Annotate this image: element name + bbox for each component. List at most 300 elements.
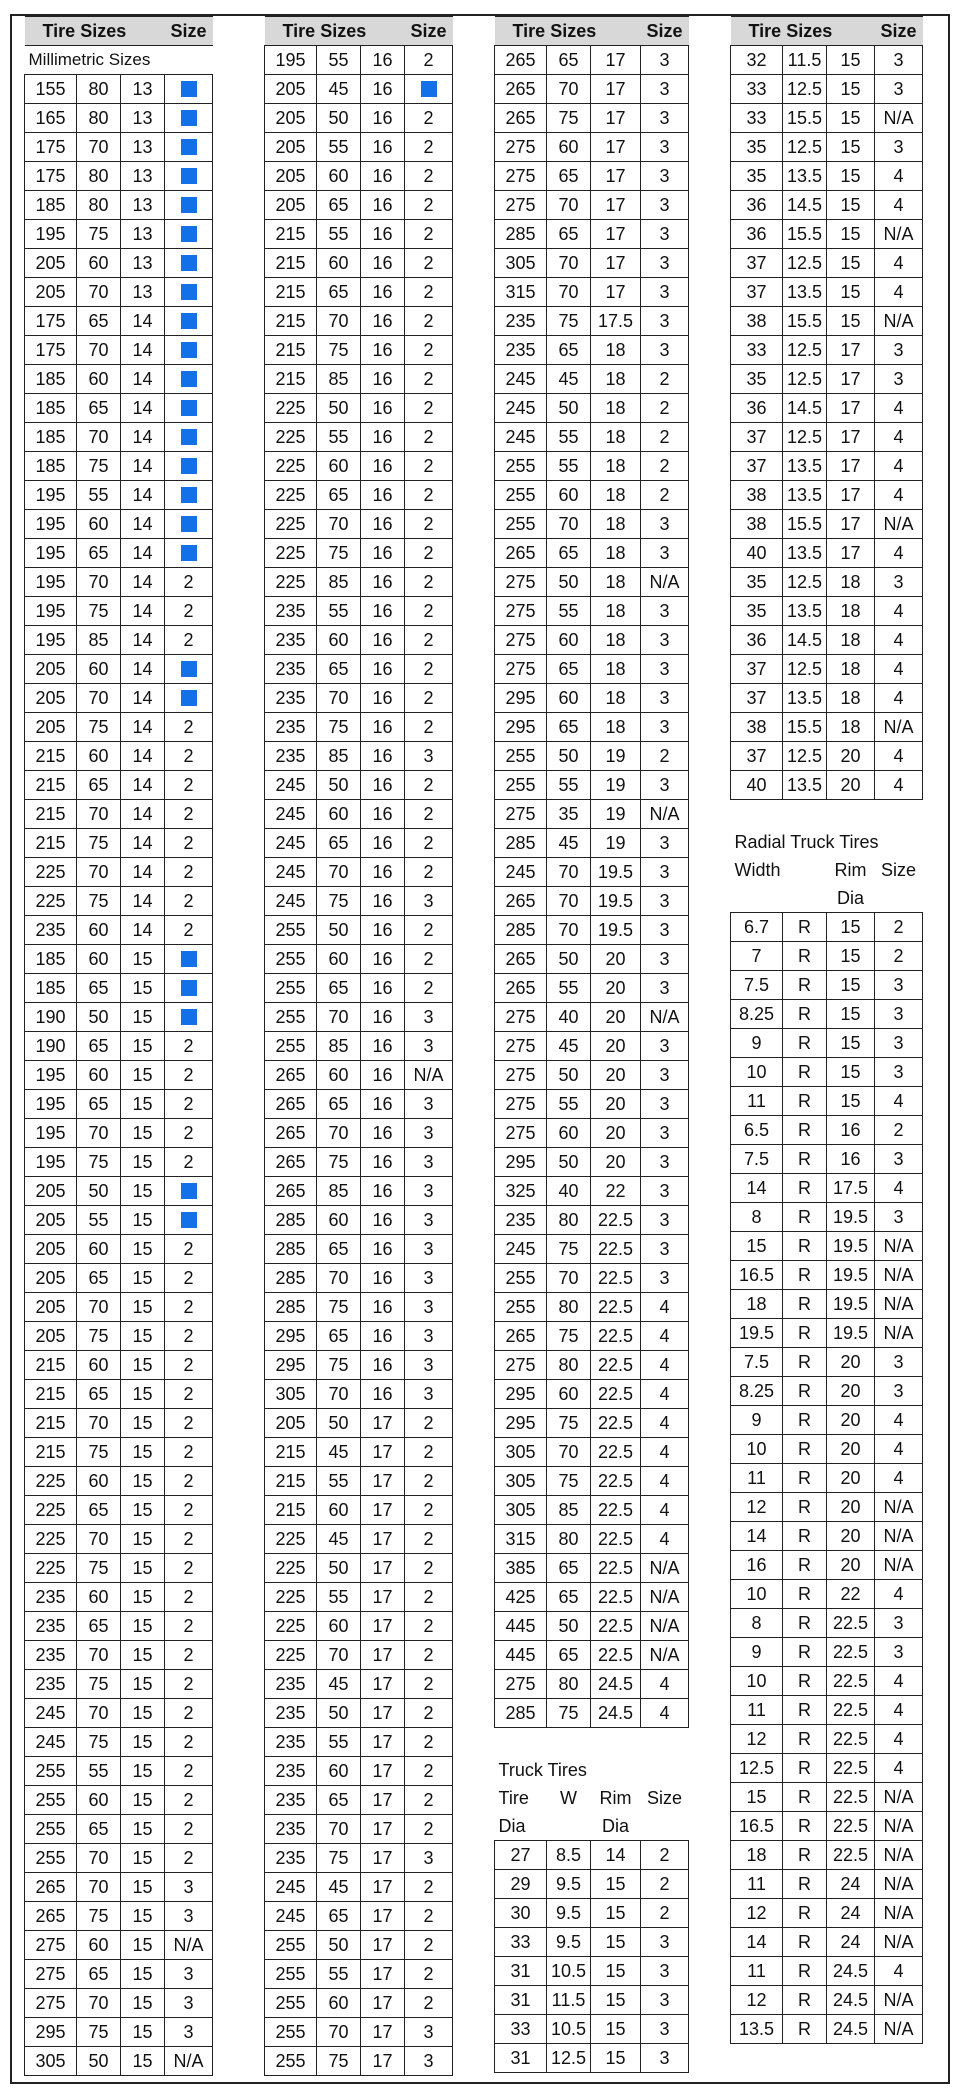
table-cell: 16	[361, 1090, 405, 1119]
table-row	[265, 887, 453, 916]
table-cell: 75	[547, 1322, 591, 1351]
table-cell: 50	[547, 394, 591, 423]
table-cell: 16	[361, 1148, 405, 1177]
table-cell: 18	[591, 452, 641, 481]
table-row	[495, 1467, 689, 1496]
table-cell: 195	[25, 510, 77, 539]
table-cell: 18	[591, 684, 641, 713]
table-cell: 2	[405, 133, 453, 162]
table-row	[265, 1525, 453, 1554]
table-cell: 245	[265, 1902, 317, 1931]
table-row	[495, 1351, 689, 1380]
table-cell: 2	[405, 510, 453, 539]
table-cell: 70	[547, 916, 591, 945]
table-cell: 15.5	[783, 220, 827, 249]
table-cell: 2	[165, 800, 213, 829]
table-cell: R	[783, 942, 827, 971]
table-cell: 2	[641, 1841, 689, 1870]
table-cell: 18	[591, 597, 641, 626]
table-row	[265, 713, 453, 742]
table-cell: 70	[547, 249, 591, 278]
table-cell: 70	[77, 684, 121, 713]
table-cell: 17	[361, 1989, 405, 2018]
blue-square-icon	[181, 255, 197, 271]
table-row	[265, 394, 453, 423]
table-cell: 265	[25, 1873, 77, 1902]
table-cell: 20	[827, 1464, 875, 1493]
table-cell: R	[783, 1058, 827, 1087]
table-cell: 10	[731, 1667, 783, 1696]
table-cell: 14	[121, 365, 165, 394]
table-cell: 2	[405, 626, 453, 655]
table-cell: 285	[495, 1699, 547, 1728]
table-cell: 15	[591, 2015, 641, 2044]
table-row	[731, 1464, 923, 1493]
table-row	[495, 1177, 689, 1206]
table-cell: 65	[547, 46, 591, 75]
table-cell: 14	[121, 655, 165, 684]
table-row	[25, 104, 213, 133]
blue-square-icon	[181, 81, 197, 97]
table-row	[495, 1061, 689, 1090]
table-cell: 18	[591, 539, 641, 568]
table-cell: R	[783, 1087, 827, 1116]
table-cell: 65	[77, 1612, 121, 1641]
table-cell: 4	[875, 278, 923, 307]
table-cell: 15.5	[783, 713, 827, 742]
table-cell: 70	[77, 1409, 121, 1438]
table-cell: 15	[121, 1641, 165, 1670]
table-cell: 325	[495, 1177, 547, 1206]
table-cell: 12	[731, 1493, 783, 1522]
table-cell: 305	[495, 1496, 547, 1525]
table-cell: 70	[317, 1380, 361, 1409]
table-cell: 85	[317, 365, 361, 394]
table-row	[265, 1931, 453, 1960]
table-cell	[165, 133, 213, 162]
table-row	[265, 1438, 453, 1467]
header-size: Size	[165, 17, 213, 46]
table-cell: 20	[591, 1119, 641, 1148]
table-cell: R	[783, 1638, 827, 1667]
table-cell: 225	[265, 1525, 317, 1554]
table-cell: N/A	[875, 1812, 923, 1841]
table-cell: 60	[317, 1612, 361, 1641]
table-cell: 12	[731, 1899, 783, 1928]
table-cell: 205	[265, 133, 317, 162]
table-cell: 15	[827, 75, 875, 104]
table-row	[495, 1148, 689, 1177]
table-cell: 2	[405, 539, 453, 568]
table-row	[495, 1870, 689, 1899]
table-cell: 35	[731, 365, 783, 394]
table-cell: 14	[121, 568, 165, 597]
table-cell: 12.5	[783, 336, 827, 365]
table-cell: 15	[827, 46, 875, 75]
table-row	[495, 539, 689, 568]
header-cell: Rim	[599, 1788, 632, 1808]
table-cell: 15	[121, 1931, 165, 1960]
table-cell: 75	[77, 1438, 121, 1467]
table-cell: 175	[25, 162, 77, 191]
table-cell: 3	[875, 568, 923, 597]
table-cell: 13	[121, 220, 165, 249]
table-cell: 3	[165, 1960, 213, 1989]
table-cell: 16	[361, 800, 405, 829]
table-row	[265, 365, 453, 394]
table-cell: 17	[361, 1496, 405, 1525]
table-cell: 2	[405, 1757, 453, 1786]
column-1	[24, 16, 213, 2076]
table-cell: 235	[265, 655, 317, 684]
table-cell: 215	[25, 1351, 77, 1380]
table-cell: 205	[25, 1264, 77, 1293]
table-cell: 255	[495, 1264, 547, 1293]
table-cell: 265	[495, 887, 547, 916]
table-row	[731, 510, 923, 539]
table-cell: 205	[25, 1206, 77, 1235]
table-cell: 255	[265, 945, 317, 974]
table-cell: 22.5	[591, 1525, 641, 1554]
table-cell: 4	[875, 1725, 923, 1754]
table-cell: 3	[405, 1148, 453, 1177]
table-cell: 70	[547, 858, 591, 887]
table-cell: 75	[317, 713, 361, 742]
table-cell: 185	[25, 365, 77, 394]
table-cell: 85	[317, 1177, 361, 1206]
table-cell: 235	[495, 1206, 547, 1235]
table-cell: 3	[875, 1609, 923, 1638]
table-cell: 4	[875, 684, 923, 713]
table-cell: 315	[495, 278, 547, 307]
table-cell: 10	[731, 1580, 783, 1609]
table-cell: 2	[165, 1467, 213, 1496]
table-row	[731, 394, 923, 423]
table-row	[495, 394, 689, 423]
table-cell: 60	[77, 1786, 121, 1815]
table-cell: 75	[547, 1467, 591, 1496]
table-cell: 20	[591, 945, 641, 974]
table-cell: 15	[121, 2047, 165, 2076]
table-row	[495, 1957, 689, 1986]
table-cell: 4	[875, 249, 923, 278]
table-row	[25, 1467, 213, 1496]
table-cell: 85	[77, 626, 121, 655]
table-cell: 12.5	[547, 2044, 591, 2073]
table-cell: 55	[547, 597, 591, 626]
table-cell: 15	[121, 1525, 165, 1554]
table-cell: 265	[495, 75, 547, 104]
table-cell: 14	[121, 510, 165, 539]
table-cell	[165, 278, 213, 307]
table-cell	[405, 75, 453, 104]
table-row	[25, 1699, 213, 1728]
blue-square-icon	[181, 1183, 197, 1199]
table-cell	[165, 307, 213, 336]
table-cell: 3	[641, 684, 689, 713]
table-cell	[165, 162, 213, 191]
table-cell: 22.5	[591, 1322, 641, 1351]
table-row	[25, 191, 213, 220]
table-cell: 45	[317, 1873, 361, 1902]
table-cell: 14	[121, 307, 165, 336]
table-cell: 85	[317, 568, 361, 597]
table-row	[265, 1322, 453, 1351]
table-cell: 10.5	[547, 1957, 591, 1986]
table-cell: 15	[121, 1293, 165, 1322]
table-cell: 15	[121, 1264, 165, 1293]
table-cell: 2	[405, 1786, 453, 1815]
table-row	[25, 771, 213, 800]
table-cell: 15	[121, 974, 165, 1003]
table-cell: 7.5	[731, 1145, 783, 1174]
table-row	[265, 1148, 453, 1177]
table-row	[731, 1551, 923, 1580]
table-cell: 70	[77, 1873, 121, 1902]
table-cell: 15	[827, 104, 875, 133]
table-cell: 16	[361, 945, 405, 974]
table-row	[265, 626, 453, 655]
table-row	[731, 1667, 923, 1696]
table-cell: 15	[121, 1786, 165, 1815]
table-cell: 3	[165, 2018, 213, 2047]
table-cell: 7.5	[731, 1348, 783, 1377]
table-cell: 17	[361, 1902, 405, 1931]
table-cell: 195	[25, 626, 77, 655]
header-tire-sizes: Tire Sizes	[265, 17, 405, 46]
table-cell: 275	[25, 1960, 77, 1989]
table-cell: 55	[317, 1583, 361, 1612]
table-cell	[165, 655, 213, 684]
table-cell: 16	[361, 1061, 405, 1090]
table-cell: 60	[317, 1757, 361, 1786]
table-cell: 55	[547, 1090, 591, 1119]
table-cell: 15	[591, 1957, 641, 1986]
table-cell: 18	[827, 626, 875, 655]
table-row	[25, 1264, 213, 1293]
table-cell: 16	[361, 1177, 405, 1206]
table-cell: 2	[405, 713, 453, 742]
table-cell: 2	[405, 336, 453, 365]
blue-square-icon	[181, 545, 197, 561]
table-cell: 65	[317, 974, 361, 1003]
column-2	[264, 16, 453, 2076]
table-row	[731, 1174, 923, 1203]
table-cell: 22.5	[827, 1812, 875, 1841]
table-cell: 225	[25, 1467, 77, 1496]
table-cell: 15	[121, 1177, 165, 1206]
table-row	[25, 1786, 213, 1815]
table-cell: 65	[317, 191, 361, 220]
table-cell: 15	[121, 1061, 165, 1090]
table-row	[495, 626, 689, 655]
table-row	[265, 684, 453, 713]
table-row	[25, 365, 213, 394]
table-cell: 3	[405, 1293, 453, 1322]
table-cell: 235	[265, 1786, 317, 1815]
table-cell: 3	[641, 307, 689, 336]
table-cell: 14	[121, 829, 165, 858]
table-cell: 2	[641, 394, 689, 423]
table-cell	[165, 365, 213, 394]
table-cell: 2	[165, 1235, 213, 1264]
table-cell: 3	[875, 75, 923, 104]
table-cell: 60	[317, 1061, 361, 1090]
table-row	[495, 2015, 689, 2044]
table-row	[265, 1989, 453, 2018]
table-cell: 55	[317, 1960, 361, 1989]
table-cell: 60	[547, 133, 591, 162]
table-cell	[165, 1206, 213, 1235]
table-row	[265, 133, 453, 162]
blue-square-icon	[181, 487, 197, 503]
table-cell: 255	[495, 510, 547, 539]
header-cell: Dia	[498, 1816, 526, 1836]
table-cell: N/A	[875, 510, 923, 539]
table-cell: 2	[405, 1989, 453, 2018]
table-row	[495, 1409, 689, 1438]
header-size: Size	[875, 17, 923, 46]
header-cell: Width	[734, 860, 781, 880]
table-row	[731, 1899, 923, 1928]
table-cell: 16	[361, 1003, 405, 1032]
table-cell: 70	[77, 568, 121, 597]
table-cell: 19	[591, 800, 641, 829]
table-row	[265, 1380, 453, 1409]
table-cell: 17	[361, 1699, 405, 1728]
table-cell: 3	[875, 1029, 923, 1058]
table-cell: 65	[77, 1380, 121, 1409]
millimetric-sizes-table	[24, 16, 213, 2076]
table-cell: 235	[495, 336, 547, 365]
table-cell: 2	[165, 1090, 213, 1119]
table-row	[495, 945, 689, 974]
table-cell: 14	[121, 858, 165, 887]
table-cell: 16	[361, 191, 405, 220]
table-cell: 60	[77, 916, 121, 945]
table-row	[731, 278, 923, 307]
table-cell: 3	[875, 1058, 923, 1087]
table-cell: 3	[641, 1061, 689, 1090]
table-cell: 295	[25, 2018, 77, 2047]
table-cell: R	[783, 1203, 827, 1232]
table-cell: 11	[731, 1696, 783, 1725]
table-cell: N/A	[875, 1986, 923, 2015]
table-cell: 16	[361, 1206, 405, 1235]
table-cell: 265	[495, 974, 547, 1003]
table-cell: 18	[591, 626, 641, 655]
table-cell: 29	[495, 1870, 547, 1899]
table-cell: 235	[495, 307, 547, 336]
table-cell: 14	[731, 1522, 783, 1551]
table-row	[25, 1960, 213, 1989]
table-row	[731, 1145, 923, 1174]
table-cell: 2	[165, 1786, 213, 1815]
table-cell: 15	[591, 1870, 641, 1899]
table-cell: 17	[591, 104, 641, 133]
table-cell: 60	[547, 1119, 591, 1148]
table-cell: 22.5	[591, 1496, 641, 1525]
table-cell: 15	[827, 1000, 875, 1029]
table-cell: 245	[495, 423, 547, 452]
table-cell: 9	[731, 1638, 783, 1667]
table-cell: 27	[495, 1841, 547, 1870]
table-cell: 45	[317, 75, 361, 104]
table-cell: 17	[361, 1728, 405, 1757]
table-cell: 65	[77, 394, 121, 423]
table-cell: 15	[731, 1783, 783, 1812]
table-cell: 15	[827, 307, 875, 336]
table-cell: 255	[25, 1757, 77, 1786]
table-row	[25, 974, 213, 1003]
blue-square-icon	[181, 342, 197, 358]
table-cell: 3	[641, 2044, 689, 2073]
table-cell: 60	[77, 742, 121, 771]
table-cell: R	[783, 1290, 827, 1319]
table-cell: 17	[361, 1409, 405, 1438]
table-cell: 18	[827, 597, 875, 626]
table-row	[495, 510, 689, 539]
table-cell: N/A	[875, 1870, 923, 1899]
table-cell: 285	[495, 220, 547, 249]
table-cell: 235	[265, 684, 317, 713]
table-cell: 60	[77, 655, 121, 684]
table-cell: 16	[361, 829, 405, 858]
table-row	[265, 104, 453, 133]
table-row	[25, 1235, 213, 1264]
header-cell: Size	[880, 860, 916, 880]
table-cell: 17	[361, 1438, 405, 1467]
table-cell: 37	[731, 684, 783, 713]
table-cell: 24	[827, 1899, 875, 1928]
table-cell: 13.5	[783, 481, 827, 510]
table-cell: 2	[405, 365, 453, 394]
table-cell: 13	[121, 133, 165, 162]
table-row	[265, 1264, 453, 1293]
table-cell: R	[783, 1783, 827, 1812]
table-cell: 2	[405, 800, 453, 829]
blue-square-icon	[181, 458, 197, 474]
table-row	[731, 684, 923, 713]
table-cell: R	[783, 1464, 827, 1493]
table-cell: 3	[405, 887, 453, 916]
table-cell: 215	[25, 829, 77, 858]
table-cell: 13	[121, 191, 165, 220]
table-cell: 17	[361, 1786, 405, 1815]
table-cell: 195	[25, 1090, 77, 1119]
table-row	[25, 1670, 213, 1699]
table-cell: 31	[495, 2044, 547, 2073]
table-cell: 2	[405, 1728, 453, 1757]
table-cell: 3	[641, 2015, 689, 2044]
table-cell: 22.5	[827, 1638, 875, 1667]
table-cell: 265	[495, 104, 547, 133]
table-cell: 16.5	[731, 1812, 783, 1841]
table-cell: 20	[827, 771, 875, 800]
table-cell: 19	[591, 771, 641, 800]
table-row	[731, 1232, 923, 1261]
table-row	[25, 336, 213, 365]
table-cell: 75	[317, 887, 361, 916]
table-cell: 17	[361, 1554, 405, 1583]
table-cell: 75	[77, 713, 121, 742]
table-row	[731, 1870, 923, 1899]
table-cell: 3	[641, 336, 689, 365]
table-cell: 38	[731, 510, 783, 539]
table-header	[731, 17, 923, 46]
table-cell: 3	[875, 1348, 923, 1377]
table-row	[731, 597, 923, 626]
